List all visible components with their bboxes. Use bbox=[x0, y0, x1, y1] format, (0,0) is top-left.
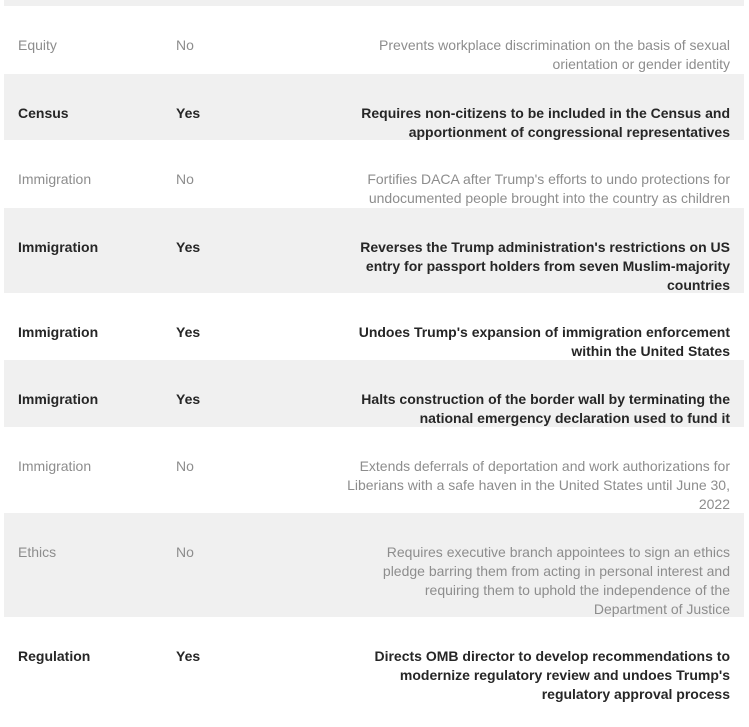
description-cell: Halts construction of the border wall by terminating the national emergency declaration used to fund it bbox=[361, 391, 730, 426]
description-cell: Extends deferrals of deportation and work authorizations for Liberians with a safe haven in the United States until June 30, 2022 bbox=[347, 458, 730, 512]
category-cell: Immigration bbox=[18, 239, 99, 255]
executive-actions-table bbox=[4, 0, 744, 727]
description-cell: Directs OMB director to develop recommendations to modernize regulatory review and undoes Trump's regulatory approval process bbox=[374, 648, 730, 702]
table-row bbox=[4, 427, 744, 513]
category-cell: Immigration bbox=[18, 458, 92, 474]
table-row bbox=[4, 360, 744, 427]
description-cell: Undoes Trump's expansion of immigration enforcement within the United States bbox=[358, 324, 730, 359]
reverses-trump-cell: No bbox=[176, 458, 194, 474]
reverses-trump-cell: No bbox=[176, 544, 194, 560]
table-row bbox=[4, 617, 744, 727]
category-cell: Immigration bbox=[18, 391, 99, 407]
table-row bbox=[4, 513, 744, 617]
table-row bbox=[4, 74, 744, 140]
reverses-trump-cell: Yes bbox=[176, 239, 201, 255]
description-cell: Prevents workplace discrimination on the basis of sexual orientation or gender identity bbox=[379, 37, 730, 72]
table-row bbox=[4, 293, 744, 360]
category-cell: Ethics bbox=[18, 544, 57, 560]
description-cell: Requires non-citizens to be included in the Census and apportionment of congressional representatives bbox=[361, 105, 730, 140]
reverses-trump-cell: Yes bbox=[176, 105, 201, 121]
category-cell: Regulation bbox=[18, 648, 91, 664]
table-row bbox=[4, 6, 744, 74]
description-cell: Reverses the Trump administration's restrictions on US entry for passport holders from seven Muslim-majority countries bbox=[360, 239, 730, 293]
reverses-trump-cell: No bbox=[176, 171, 194, 187]
category-cell: Equity bbox=[18, 37, 57, 53]
category-cell: Immigration bbox=[18, 171, 92, 187]
table-row bbox=[4, 208, 744, 293]
description-cell: Requires executive branch appointees to sign an ethics pledge barring them from acting in personal interest and requiring them to uphold the independence of the Department of Justice bbox=[382, 544, 730, 617]
description-cell: Fortifies DACA after Trump's efforts to undo protections for undocumented people brought into the country as children bbox=[367, 171, 730, 206]
category-cell: Immigration bbox=[18, 324, 99, 340]
reverses-trump-cell: Yes bbox=[176, 648, 201, 664]
reverses-trump-cell: No bbox=[176, 37, 194, 53]
category-cell: Census bbox=[18, 105, 69, 121]
reverses-trump-cell: Yes bbox=[176, 324, 201, 340]
reverses-trump-cell: Yes bbox=[176, 391, 201, 407]
table-row bbox=[4, 140, 744, 208]
